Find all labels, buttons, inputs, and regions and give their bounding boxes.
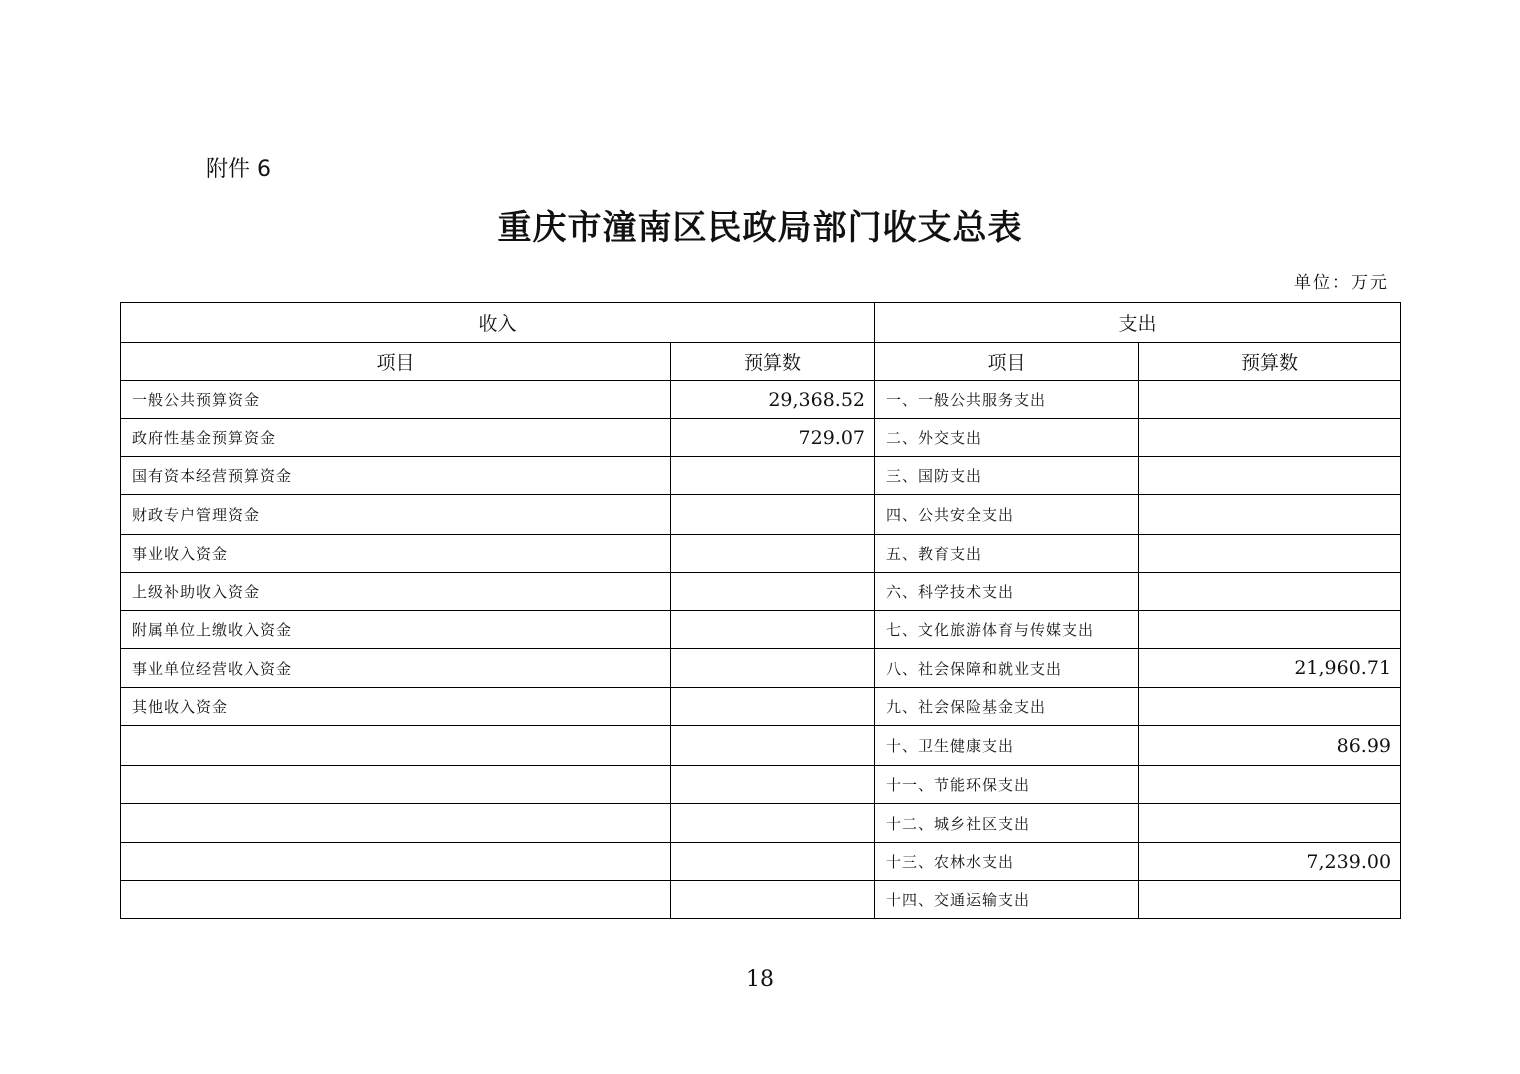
expense-item-cell: 六、科学技术支出 <box>875 573 1139 611</box>
expense-value-cell <box>1139 381 1401 419</box>
table-row <box>121 419 1401 457</box>
expense-header: 支出 <box>875 303 1401 343</box>
expense-value-cell <box>1139 611 1401 649</box>
table-row <box>121 611 1401 649</box>
income-value-cell: 729.07 <box>671 419 875 457</box>
income-item-cell <box>121 726 671 766</box>
income-value-cell <box>671 649 875 688</box>
expense-value-cell <box>1139 495 1401 535</box>
income-value-cell <box>671 766 875 804</box>
income-value-cell <box>671 611 875 649</box>
column-header-row <box>121 343 1401 381</box>
income-item-cell: 其他收入资金 <box>121 688 671 726</box>
expense-value-cell <box>1139 457 1401 495</box>
income-value-cell <box>671 495 875 535</box>
expense-item-cell: 一、一般公共服务支出 <box>875 381 1139 419</box>
expense-item-cell: 八、社会保障和就业支出 <box>875 649 1139 688</box>
expense-value-cell: 7,239.00 <box>1139 843 1401 881</box>
income-value-cell <box>671 457 875 495</box>
table-row <box>121 457 1401 495</box>
income-value-cell <box>671 535 875 573</box>
table-row <box>121 881 1401 919</box>
income-value-cell <box>671 881 875 919</box>
budget-table <box>120 302 1401 919</box>
income-value-cell <box>671 726 875 766</box>
income-item-cell: 政府性基金预算资金 <box>121 419 671 457</box>
expense-item-cell: 七、文化旅游体育与传媒支出 <box>875 611 1139 649</box>
table-row <box>121 495 1401 535</box>
table-row <box>121 381 1401 419</box>
expense-item-cell: 十、卫生健康支出 <box>875 726 1139 766</box>
expense-value-cell <box>1139 419 1401 457</box>
income-value-cell <box>671 843 875 881</box>
expense-item-cell: 十四、交通运输支出 <box>875 881 1139 919</box>
attachment-label: 附件 6 <box>206 157 271 182</box>
expense-item-cell: 二、外交支出 <box>875 419 1139 457</box>
table-row <box>121 726 1401 766</box>
income-value-cell <box>671 573 875 611</box>
expense-item-cell: 十三、农林水支出 <box>875 843 1139 881</box>
income-item-cell: 事业收入资金 <box>121 535 671 573</box>
expense-value-cell <box>1139 688 1401 726</box>
expense-value-cell <box>1139 804 1401 843</box>
expense-item-cell: 三、国防支出 <box>875 457 1139 495</box>
section-header-row <box>121 303 1401 343</box>
page-title: 重庆市潼南区民政局部门收支总表 <box>497 208 1023 248</box>
table-row <box>121 843 1401 881</box>
expense-value-cell <box>1139 573 1401 611</box>
expense-value-cell: 21,960.71 <box>1139 649 1401 688</box>
table-row <box>121 573 1401 611</box>
income-value-cell <box>671 804 875 843</box>
expense-value-cell <box>1139 881 1401 919</box>
income-value-cell <box>671 688 875 726</box>
expense-item-cell: 四、公共安全支出 <box>875 495 1139 535</box>
table-row <box>121 766 1401 804</box>
unit-label: 单位：万元 <box>1294 273 1389 293</box>
income-value-cell: 29,368.52 <box>671 381 875 419</box>
expense-item-cell: 九、社会保险基金支出 <box>875 688 1139 726</box>
table-row <box>121 688 1401 726</box>
expense-item-cell: 五、教育支出 <box>875 535 1139 573</box>
income-budget-header: 预算数 <box>671 343 875 381</box>
table-row <box>121 649 1401 688</box>
expense-value-cell <box>1139 766 1401 804</box>
income-item-cell: 一般公共预算资金 <box>121 381 671 419</box>
table-row <box>121 804 1401 843</box>
expense-item-cell: 十一、节能环保支出 <box>875 766 1139 804</box>
expense-item-header: 项目 <box>875 343 1139 381</box>
expense-value-cell: 86.99 <box>1139 726 1401 766</box>
income-item-cell <box>121 804 671 843</box>
income-item-cell <box>121 881 671 919</box>
income-item-cell: 上级补助收入资金 <box>121 573 671 611</box>
expense-value-cell <box>1139 535 1401 573</box>
page-number: 18 <box>746 967 774 992</box>
expense-item-cell: 十二、城乡社区支出 <box>875 804 1139 843</box>
income-item-cell: 国有资本经营预算资金 <box>121 457 671 495</box>
expense-budget-header: 预算数 <box>1139 343 1401 381</box>
income-item-cell <box>121 766 671 804</box>
income-item-cell: 财政专户管理资金 <box>121 495 671 535</box>
table-row <box>121 535 1401 573</box>
income-item-cell: 附属单位上缴收入资金 <box>121 611 671 649</box>
income-item-cell <box>121 843 671 881</box>
income-item-cell: 事业单位经营收入资金 <box>121 649 671 688</box>
income-header: 收入 <box>121 303 875 343</box>
income-item-header: 项目 <box>121 343 671 381</box>
